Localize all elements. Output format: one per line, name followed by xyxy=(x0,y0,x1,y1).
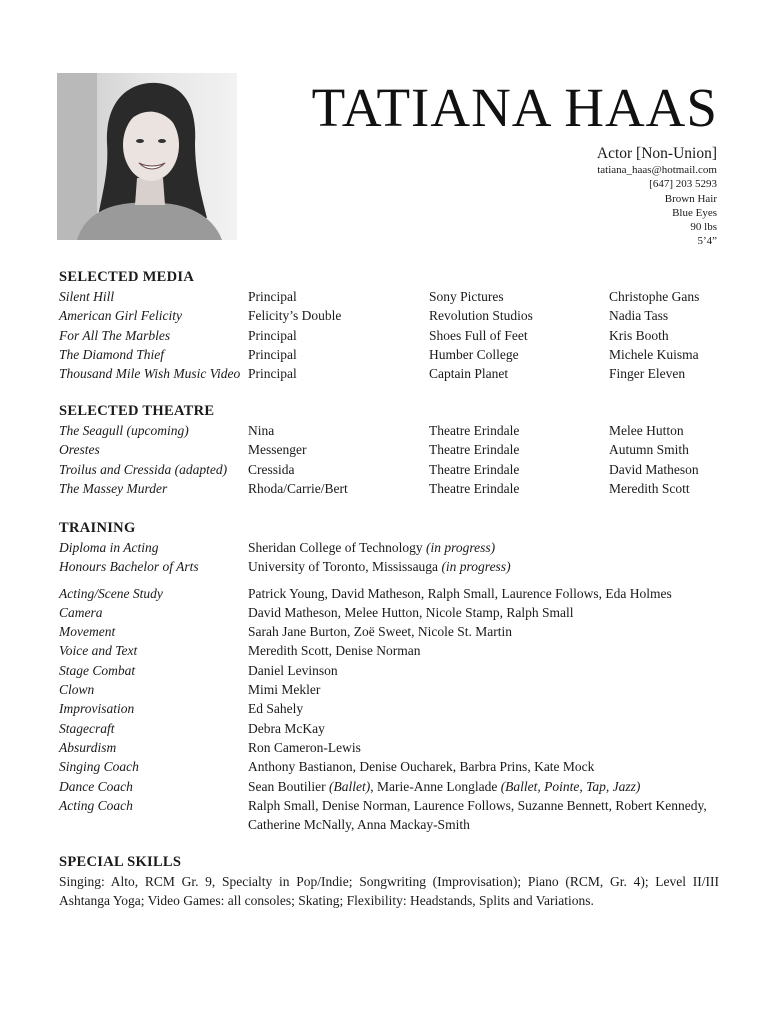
training-section xyxy=(59,519,719,834)
training-label: Acting/Scene Study xyxy=(59,585,163,601)
headshot-image xyxy=(57,73,237,240)
theatre-row xyxy=(59,460,719,479)
education-institution: University of Toronto, Mississauga xyxy=(248,559,442,575)
headshot-photo xyxy=(57,73,237,240)
training-label: Acting Coach xyxy=(59,797,133,813)
media-row xyxy=(59,326,719,345)
role: Messenger xyxy=(248,442,307,458)
training-instructors: Daniel Levinson xyxy=(248,662,338,678)
education-row xyxy=(59,557,719,576)
theatre-row xyxy=(59,421,719,440)
production-title: Troilus and Cressida (adapted) xyxy=(59,461,228,477)
company: Theatre Erindale xyxy=(429,423,520,438)
production-title: American Girl Felicity xyxy=(59,308,182,324)
education-label: Diploma in Acting xyxy=(59,540,159,555)
training-row xyxy=(59,738,719,757)
actor-union-status: Actor [Non-Union] xyxy=(596,145,717,162)
role: Felicity’s Double xyxy=(248,308,342,324)
training-instructors: Ron Cameron-Lewis xyxy=(248,739,361,755)
production-title: Thousand Mile Wish Music Video xyxy=(59,366,241,382)
media-row xyxy=(59,287,719,306)
training-row xyxy=(59,680,719,699)
training-label: Singing Coach xyxy=(59,759,139,775)
training-label: Absurdism xyxy=(59,739,117,755)
theatre-row xyxy=(59,479,719,498)
role: Principal xyxy=(248,346,297,362)
role: Rhoda/Carrie/Bert xyxy=(248,480,348,496)
company: Shoes Full of Feet xyxy=(429,327,528,343)
training-instructors: Mimi Mekler xyxy=(248,682,321,698)
training-label: Movement xyxy=(59,624,116,640)
company: Theatre Erindale xyxy=(429,461,520,477)
production-title: The Diamond Thief xyxy=(59,346,165,362)
training-instructors: Sarah Jane Burton, Zoë Sweet, Nicole St. Martin xyxy=(248,624,512,640)
training-label: Stage Combat xyxy=(59,662,136,678)
director: Michele Kuisma xyxy=(609,346,699,362)
training-instructors: Patrick Young, David Matheson, Ralph Small, Laurence Follows, Eda Holmes xyxy=(248,585,672,601)
education-institution: Sheridan College of Technology xyxy=(248,540,427,555)
skills-text: Singing: Alto, RCM Gr. 9, Specialty in Pop/Indie; Songwriting (Improvisation); Piano (RCM, Gr. 4); Level II/III Ashtanga Yoga; Video Games: all consoles; Skating; Flexibility: Headstands, Splits and Variations. xyxy=(59,874,719,909)
dance-style: (Ballet) xyxy=(329,778,371,794)
section-heading: SELECTED THEATRE xyxy=(59,403,215,419)
director: Finger Eleven xyxy=(609,366,686,382)
education-status: (in progress) xyxy=(441,559,511,575)
dance-instructor: , Marie-Anne Longlade xyxy=(370,778,501,794)
section-heading: SPECIAL SKILLS xyxy=(59,854,182,870)
training-row xyxy=(59,777,719,796)
director: Meredith Scott xyxy=(609,480,690,496)
section-heading: TRAINING xyxy=(59,520,136,536)
training-label: Voice and Text xyxy=(59,643,138,659)
director: David Matheson xyxy=(609,461,699,477)
email-link[interactable]: tatiana_haas@hotmail.com xyxy=(597,164,717,176)
training-instructors: Anthony Bastianon, Denise Oucharek, Barbra Prins, Kate Mock xyxy=(248,759,595,775)
selected-media-section xyxy=(59,268,719,383)
company: Sony Pictures xyxy=(429,289,504,304)
media-row xyxy=(59,345,719,364)
media-row xyxy=(59,364,719,383)
dance-style: (Ballet, Pointe, Tap, Jazz) xyxy=(500,778,641,794)
dance-instructor: Sean Boutilier xyxy=(248,778,329,794)
training-instructors: Ralph Small, Denise Norman, Laurence Follows, Suzanne Bennett, Robert Kennedy, Catherine McNally, Anna Mackay-Smith xyxy=(248,797,707,833)
production-title: For All The Marbles xyxy=(59,327,171,343)
training-row xyxy=(59,719,719,738)
training-row xyxy=(59,699,719,718)
director: Autumn Smith xyxy=(609,442,689,458)
training-row xyxy=(59,603,719,622)
production-title: Silent Hill xyxy=(59,289,115,304)
training-label: Clown xyxy=(59,682,95,698)
production-title: The Seagull (upcoming) xyxy=(59,423,189,438)
training-row xyxy=(59,622,719,641)
selected-theatre-section xyxy=(59,402,719,498)
company: Humber College xyxy=(429,346,519,362)
training-label: Dance Coach xyxy=(59,778,133,794)
training-instructors: Ed Sahely xyxy=(248,701,304,717)
role: Nina xyxy=(248,423,275,438)
weight: 90 lbs xyxy=(690,221,717,234)
phone-number: [647] 203 5293 xyxy=(649,178,717,191)
role: Principal xyxy=(248,366,297,382)
role: Principal xyxy=(248,289,297,304)
eye-color: Blue Eyes xyxy=(672,206,717,219)
director: Melee Hutton xyxy=(609,423,684,438)
hair-color: Brown Hair xyxy=(664,192,717,205)
training-row xyxy=(59,796,719,835)
section-heading: SELECTED MEDIA xyxy=(59,269,195,285)
theatre-row xyxy=(59,440,719,459)
training-label: Stagecraft xyxy=(59,720,115,736)
role: Principal xyxy=(248,327,297,343)
contact-info xyxy=(597,145,717,249)
education-label: Honours Bachelor of Arts xyxy=(59,559,199,575)
education-status: (in progress) xyxy=(426,540,496,555)
media-row xyxy=(59,306,719,325)
actor-name: TATIANA HAAS xyxy=(311,77,718,138)
production-title: Orestes xyxy=(59,442,100,458)
training-row xyxy=(59,641,719,660)
director: Christophe Gans xyxy=(609,289,700,304)
training-row xyxy=(59,757,719,776)
education-row xyxy=(59,538,719,557)
training-row xyxy=(59,661,719,680)
training-instructors: Debra McKay xyxy=(248,720,325,736)
director: Nadia Tass xyxy=(609,308,669,324)
production-title: The Massey Murder xyxy=(59,480,168,496)
training-label: Improvisation xyxy=(59,701,135,717)
company: Theatre Erindale xyxy=(429,480,520,496)
training-label: Camera xyxy=(59,604,103,620)
company: Revolution Studios xyxy=(429,308,533,324)
company: Captain Planet xyxy=(429,366,509,382)
training-instructors: Meredith Scott, Denise Norman xyxy=(248,643,421,659)
company: Theatre Erindale xyxy=(429,442,520,458)
special-skills-section xyxy=(59,853,719,911)
training-row xyxy=(59,584,719,603)
training-instructors: David Matheson, Melee Hutton, Nicole Stamp, Ralph Small xyxy=(248,604,574,620)
director: Kris Booth xyxy=(609,327,669,343)
role: Cressida xyxy=(248,461,295,477)
height: 5’4” xyxy=(697,235,717,248)
